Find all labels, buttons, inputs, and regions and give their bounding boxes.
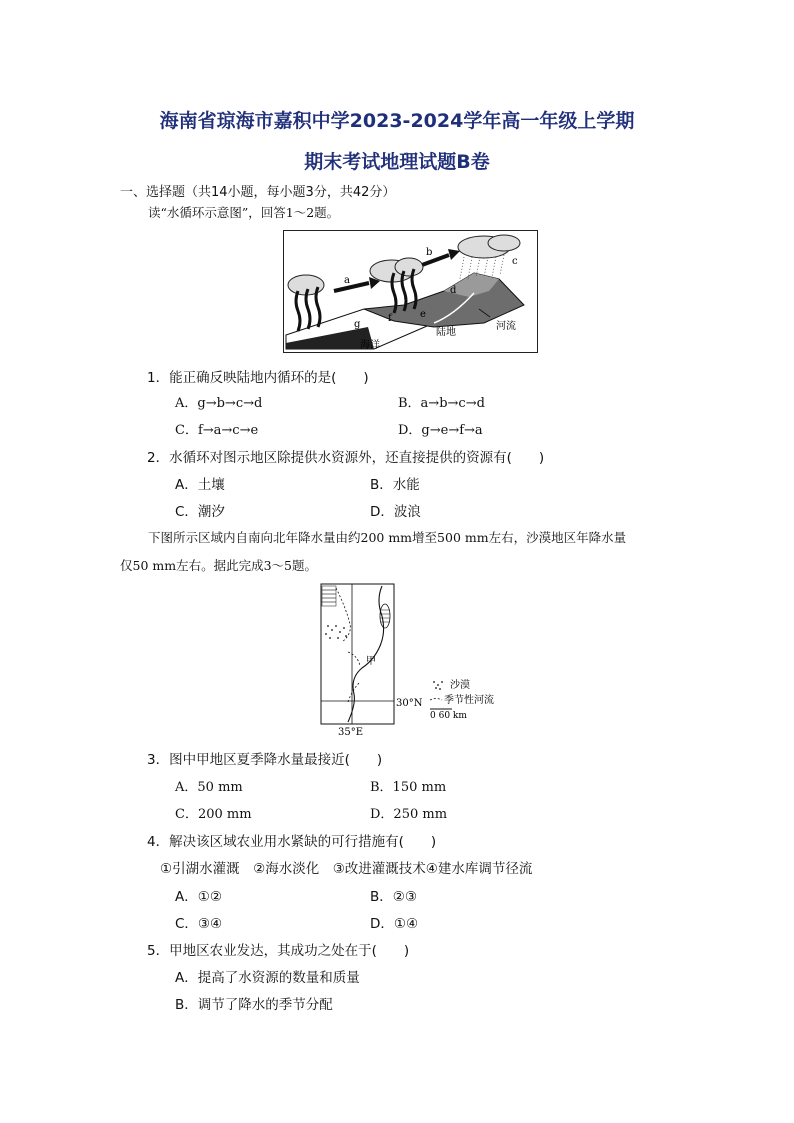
question-4-option-d: D．①④ — [370, 916, 419, 932]
label-a: a — [344, 275, 350, 286]
label-g: g — [354, 319, 361, 330]
question-4-option-c: C．③④ — [175, 916, 223, 932]
question-5-option-a: A．提高了水资源的数量和质量 — [175, 970, 360, 986]
page-title-line1: 海南省琼海市嘉积中学2023-2024学年高一年级上学期 — [159, 110, 635, 132]
legend-desert: 沙漠 — [450, 680, 470, 691]
legend-seasonal-river: 季节性河流 — [444, 695, 494, 706]
section-intro: 读“水循环示意图”，回答1～2题。 — [148, 205, 340, 220]
region-map-figure — [318, 582, 518, 740]
question-4-measures: ①引湖水灌溉 ②海水淡化 ③改进灌溉技术④建水库调节径流 — [160, 861, 533, 877]
map-longitude-label: 35°E — [338, 727, 364, 738]
label-d: d — [450, 285, 457, 296]
question-1-option-c: C．f→a→c→e — [175, 423, 259, 438]
question-1-stem: 1．能正确反映陆地内循环的是( ) — [147, 370, 369, 386]
section2-intro-line2: 仅50 mm左右。据此完成3～5题。 — [120, 558, 317, 573]
question-3-option-a: A．50 mm — [175, 780, 243, 795]
label-river: 河流 — [496, 321, 516, 332]
label-f: f — [388, 313, 392, 324]
question-3-option-d: D．250 mm — [370, 807, 448, 822]
question-3-stem: 3．图中甲地区夏季降水量最接近( ) — [147, 752, 383, 768]
question-1-option-d: D．g→e→f→a — [398, 423, 483, 438]
question-3-option-b: B．150 mm — [370, 780, 447, 795]
question-2-option-a: A．土壤 — [175, 477, 225, 493]
section2-intro-line1: 下图所示区域内自南向北年降水量由约200 mm增至500 mm左右，沙漠地区年降水量 — [148, 530, 627, 545]
label-land: 陆地 — [436, 327, 456, 338]
question-2-stem: 2．水循环对图示地区除提供水资源外，还直接提供的资源有( ) — [147, 450, 545, 466]
question-5-option-b: B．调节了降水的季节分配 — [175, 997, 333, 1013]
page-title-line2: 期末考试地理试题B卷 — [304, 151, 490, 173]
label-ocean: 海洋 — [360, 340, 380, 351]
label-c: c — [512, 256, 518, 267]
question-4-option-a: A．①② — [175, 889, 222, 905]
question-5-stem: 5．甲地区农业发达，其成功之处在于( ) — [147, 943, 410, 959]
question-4-stem: 4．解决该区域农业用水紧缺的可行措施有( ) — [147, 834, 437, 850]
map-place-jia: 甲 — [366, 656, 376, 667]
label-b: b — [426, 247, 433, 258]
question-1-option-b: B．a→b→c→d — [398, 396, 485, 411]
section-heading: 一、选择题（共14小题，每小题3分，共42分） — [120, 185, 396, 200]
question-1-option-a: A．g→b→c→d — [175, 396, 263, 411]
question-2-option-b: B．水能 — [370, 477, 420, 493]
map-scale: 0 60 km — [430, 711, 467, 721]
water-cycle-figure — [283, 230, 538, 353]
map-latitude-label: 30°N — [396, 698, 423, 709]
question-3-option-c: C．200 mm — [175, 807, 252, 822]
question-4-option-b: B．②③ — [370, 889, 417, 905]
question-2-option-d: D．波浪 — [370, 504, 421, 520]
question-2-option-c: C．潮汐 — [175, 504, 225, 520]
label-e: e — [420, 309, 426, 320]
